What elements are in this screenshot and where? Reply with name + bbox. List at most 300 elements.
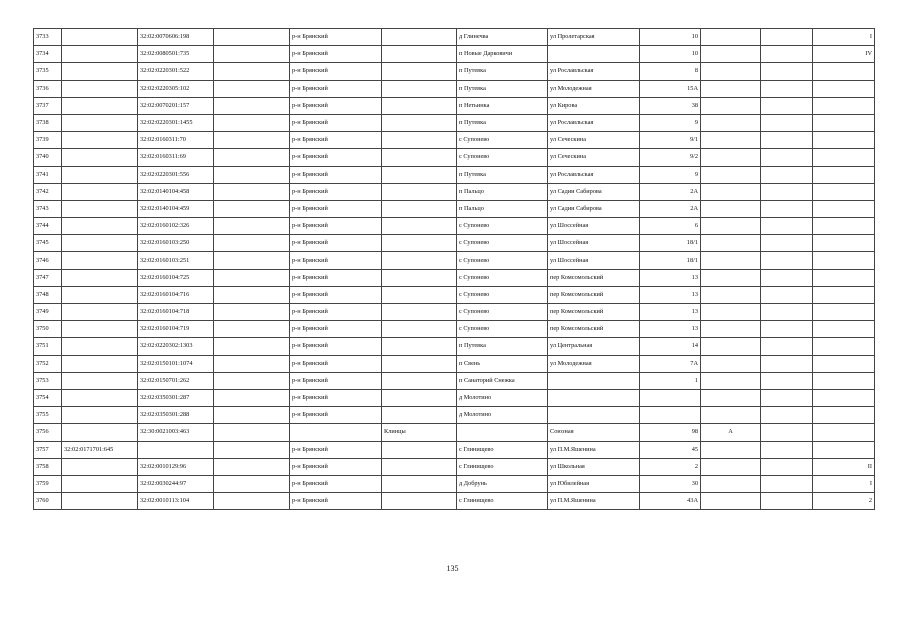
settlement-cell: с Супонево (457, 304, 548, 321)
house-number-cell: 13 (640, 321, 701, 338)
cadastral-number-alt-cell (62, 304, 138, 321)
cadastral-number-cell: 32:02:0160103:250 (138, 235, 214, 252)
record-number-cell: 3755 (34, 407, 62, 424)
house-number-cell: 13 (640, 269, 701, 286)
cadastral-number-cell: 32:02:0140104:459 (138, 200, 214, 217)
cadastral-number-alt-cell (62, 166, 138, 183)
city-cell (382, 235, 457, 252)
table-row (34, 269, 875, 286)
table-row (34, 114, 875, 131)
building-letter-cell (701, 63, 761, 80)
street-cell: Союзная (548, 424, 640, 441)
house-number-cell: 30 (640, 475, 701, 492)
district-cell: р-н Брянский (290, 63, 382, 80)
category-cell (813, 63, 875, 80)
category-cell (813, 218, 875, 235)
empty-cell-2 (761, 218, 813, 235)
record-number-cell: 3743 (34, 200, 62, 217)
district-cell: р-н Брянский (290, 97, 382, 114)
building-letter-cell (701, 80, 761, 97)
settlement-cell: с Глинищево (457, 441, 548, 458)
settlement-cell: п Путевка (457, 166, 548, 183)
cadastral-number-alt-cell (62, 458, 138, 475)
house-number-cell: 9/1 (640, 132, 701, 149)
category-cell (813, 355, 875, 372)
cadastral-number-cell: 32:02:0160102:326 (138, 218, 214, 235)
house-number-cell: 18/1 (640, 252, 701, 269)
record-number-cell: 3750 (34, 321, 62, 338)
empty-cell-2 (761, 475, 813, 492)
registry-table (33, 28, 875, 510)
cadastral-number-alt-cell (62, 372, 138, 389)
building-letter-cell (701, 269, 761, 286)
empty-cell-2 (761, 269, 813, 286)
table-row (34, 304, 875, 321)
table-row (34, 286, 875, 303)
street-cell (548, 46, 640, 63)
category-cell (813, 235, 875, 252)
street-cell: ул Садии Сабирова (548, 200, 640, 217)
settlement-cell: д Молотино (457, 407, 548, 424)
city-cell (382, 269, 457, 286)
building-letter-cell (701, 218, 761, 235)
city-cell (382, 29, 457, 46)
empty-cell (214, 252, 290, 269)
empty-cell (214, 304, 290, 321)
cadastral-number-alt-cell (62, 493, 138, 510)
empty-cell-2 (761, 321, 813, 338)
city-cell (382, 46, 457, 63)
street-cell (548, 389, 640, 406)
empty-cell (214, 63, 290, 80)
house-number-cell: 18/1 (640, 235, 701, 252)
cadastral-number-cell: 32:02:0150101:1074 (138, 355, 214, 372)
district-cell: р-н Брянский (290, 441, 382, 458)
empty-cell-2 (761, 252, 813, 269)
settlement-cell: с Супонево (457, 321, 548, 338)
district-cell: р-н Брянский (290, 166, 382, 183)
empty-cell-2 (761, 132, 813, 149)
building-letter-cell (701, 200, 761, 217)
table-row (34, 441, 875, 458)
category-cell: I (813, 29, 875, 46)
empty-cell-2 (761, 338, 813, 355)
city-cell (382, 80, 457, 97)
city-cell (382, 441, 457, 458)
city-cell (382, 132, 457, 149)
cadastral-number-alt-cell (62, 132, 138, 149)
building-letter-cell (701, 166, 761, 183)
building-letter-cell (701, 304, 761, 321)
district-cell: р-н Брянский (290, 218, 382, 235)
category-cell: IV (813, 46, 875, 63)
record-number-cell: 3748 (34, 286, 62, 303)
category-cell (813, 321, 875, 338)
district-cell: р-н Брянский (290, 80, 382, 97)
category-cell (813, 372, 875, 389)
category-cell: 2 (813, 493, 875, 510)
table-row (34, 252, 875, 269)
cadastral-number-alt-cell (62, 80, 138, 97)
district-cell: р-н Брянский (290, 114, 382, 131)
house-number-cell: 9/2 (640, 149, 701, 166)
city-cell (382, 493, 457, 510)
empty-cell (214, 407, 290, 424)
record-number-cell: 3760 (34, 493, 62, 510)
table-row (34, 46, 875, 63)
district-cell: р-н Брянский (290, 338, 382, 355)
cadastral-number-alt-cell (62, 252, 138, 269)
building-letter-cell (701, 441, 761, 458)
table-row (34, 355, 875, 372)
empty-cell (214, 372, 290, 389)
empty-cell (214, 424, 290, 441)
table-row (34, 424, 875, 441)
settlement-cell: п Путевка (457, 80, 548, 97)
cadastral-number-alt-cell (62, 286, 138, 303)
cadastral-number-alt-cell (62, 114, 138, 131)
empty-cell (214, 475, 290, 492)
category-cell (813, 389, 875, 406)
house-number-cell (640, 389, 701, 406)
settlement-cell: п Санаторий Снежка (457, 372, 548, 389)
table-row (34, 132, 875, 149)
street-cell: ул Молодежная (548, 80, 640, 97)
cadastral-number-cell: 32:02:0160104:718 (138, 304, 214, 321)
cadastral-number-alt-cell (62, 97, 138, 114)
empty-cell (214, 235, 290, 252)
building-letter-cell (701, 286, 761, 303)
empty-cell (214, 114, 290, 131)
settlement-cell: п Пальцо (457, 183, 548, 200)
cadastral-number-alt-cell: 32:02:0171701:645 (62, 441, 138, 458)
cadastral-number-alt-cell (62, 63, 138, 80)
cadastral-number-cell: 32:02:0030244:97 (138, 475, 214, 492)
cadastral-number-alt-cell (62, 149, 138, 166)
district-cell: р-н Брянский (290, 475, 382, 492)
empty-cell (214, 493, 290, 510)
empty-cell (214, 389, 290, 406)
cadastral-number-alt-cell (62, 200, 138, 217)
empty-cell-2 (761, 424, 813, 441)
empty-cell-2 (761, 46, 813, 63)
empty-cell-2 (761, 355, 813, 372)
record-number-cell: 3738 (34, 114, 62, 131)
record-number-cell: 3737 (34, 97, 62, 114)
street-cell: ул П.М.Яшенина (548, 441, 640, 458)
category-cell (813, 80, 875, 97)
record-number-cell: 3736 (34, 80, 62, 97)
cadastral-number-cell: 32:02:0220302:1303 (138, 338, 214, 355)
house-number-cell: 45 (640, 441, 701, 458)
district-cell: р-н Брянский (290, 183, 382, 200)
settlement-cell: с Супонево (457, 149, 548, 166)
street-cell (548, 407, 640, 424)
cadastral-number-cell: 32:02:0160104:719 (138, 321, 214, 338)
city-cell (382, 458, 457, 475)
district-cell: р-н Брянский (290, 321, 382, 338)
settlement-cell: с Супонево (457, 132, 548, 149)
category-cell (813, 149, 875, 166)
house-number-cell: 13 (640, 304, 701, 321)
building-letter-cell (701, 29, 761, 46)
street-cell: ул Садии Сабирова (548, 183, 640, 200)
district-cell: р-н Брянский (290, 355, 382, 372)
category-cell (813, 166, 875, 183)
record-number-cell: 3741 (34, 166, 62, 183)
cadastral-number-cell: 32:02:0150701:262 (138, 372, 214, 389)
settlement-cell: п Путевка (457, 114, 548, 131)
category-cell (813, 183, 875, 200)
settlement-cell: с Глинищево (457, 458, 548, 475)
record-number-cell: 3757 (34, 441, 62, 458)
district-cell: р-н Брянский (290, 407, 382, 424)
category-cell (813, 114, 875, 131)
building-letter-cell (701, 183, 761, 200)
district-cell: р-н Брянский (290, 46, 382, 63)
city-cell (382, 286, 457, 303)
cadastral-number-cell: 32:02:0010129:96 (138, 458, 214, 475)
city-cell (382, 166, 457, 183)
cadastral-number-cell: 32:02:0350301:288 (138, 407, 214, 424)
table-row (34, 321, 875, 338)
category-cell (813, 97, 875, 114)
settlement-cell: д Добрунь (457, 475, 548, 492)
empty-cell-2 (761, 183, 813, 200)
empty-cell (214, 97, 290, 114)
street-cell: пер Комсомольский (548, 286, 640, 303)
category-cell (813, 252, 875, 269)
empty-cell-2 (761, 372, 813, 389)
city-cell (382, 389, 457, 406)
cadastral-number-cell: 32:02:0350301:287 (138, 389, 214, 406)
record-number-cell: 3758 (34, 458, 62, 475)
table-row (34, 372, 875, 389)
house-number-cell: 1 (640, 372, 701, 389)
house-number-cell: 98 (640, 424, 701, 441)
city-cell (382, 252, 457, 269)
empty-cell (214, 269, 290, 286)
street-cell (548, 372, 640, 389)
record-number-cell: 3744 (34, 218, 62, 235)
street-cell: ул Школьная (548, 458, 640, 475)
house-number-cell: 10 (640, 46, 701, 63)
empty-cell (214, 29, 290, 46)
house-number-cell: 13 (640, 286, 701, 303)
table-row (34, 183, 875, 200)
cadastral-number-alt-cell (62, 389, 138, 406)
district-cell: р-н Брянский (290, 286, 382, 303)
record-number-cell: 3756 (34, 424, 62, 441)
cadastral-number-alt-cell (62, 46, 138, 63)
record-number-cell: 3733 (34, 29, 62, 46)
table-row (34, 235, 875, 252)
settlement-cell: п Путевка (457, 338, 548, 355)
city-cell (382, 372, 457, 389)
table-row (34, 475, 875, 492)
category-cell (813, 338, 875, 355)
building-letter-cell (701, 46, 761, 63)
empty-cell (214, 166, 290, 183)
table-row (34, 458, 875, 475)
house-number-cell: 6 (640, 218, 701, 235)
cadastral-number-alt-cell (62, 29, 138, 46)
building-letter-cell (701, 235, 761, 252)
cadastral-number-cell: 32:02:0070606:198 (138, 29, 214, 46)
street-cell: ул П.М.Яшенина (548, 493, 640, 510)
cadastral-number-alt-cell (62, 269, 138, 286)
category-cell (813, 200, 875, 217)
empty-cell-2 (761, 149, 813, 166)
category-cell (813, 407, 875, 424)
record-number-cell: 3739 (34, 132, 62, 149)
street-cell: ул Шоссейная (548, 218, 640, 235)
table-row (34, 389, 875, 406)
settlement-cell: п Путевка (457, 63, 548, 80)
cadastral-number-cell: 32:02:0010113:104 (138, 493, 214, 510)
empty-cell (214, 183, 290, 200)
empty-cell-2 (761, 235, 813, 252)
empty-cell-2 (761, 114, 813, 131)
street-cell: ул Шоссейная (548, 252, 640, 269)
building-letter-cell (701, 458, 761, 475)
building-letter-cell (701, 338, 761, 355)
city-cell (382, 475, 457, 492)
empty-cell (214, 218, 290, 235)
table-row (34, 218, 875, 235)
house-number-cell (640, 407, 701, 424)
settlement-cell: с Супонево (457, 235, 548, 252)
record-number-cell: 3759 (34, 475, 62, 492)
record-number-cell: 3734 (34, 46, 62, 63)
cadastral-number-cell (138, 441, 214, 458)
cadastral-number-cell: 32:02:0080501:735 (138, 46, 214, 63)
building-letter-cell (701, 97, 761, 114)
house-number-cell: 2А (640, 200, 701, 217)
table-row (34, 407, 875, 424)
cadastral-number-alt-cell (62, 321, 138, 338)
empty-cell-2 (761, 200, 813, 217)
building-letter-cell (701, 149, 761, 166)
street-cell: ул Рославльская (548, 114, 640, 131)
empty-cell (214, 338, 290, 355)
building-letter-cell: А (701, 424, 761, 441)
empty-cell-2 (761, 389, 813, 406)
record-number-cell: 3753 (34, 372, 62, 389)
city-cell (382, 321, 457, 338)
table-row (34, 200, 875, 217)
settlement-cell (457, 424, 548, 441)
street-cell: пер Комсомольский (548, 269, 640, 286)
empty-cell-2 (761, 63, 813, 80)
table-row (34, 80, 875, 97)
city-cell (382, 63, 457, 80)
empty-cell-2 (761, 80, 813, 97)
cadastral-number-alt-cell (62, 424, 138, 441)
empty-cell (214, 355, 290, 372)
street-cell: ул Пролетарская (548, 29, 640, 46)
house-number-cell: 8 (640, 63, 701, 80)
empty-cell (214, 80, 290, 97)
settlement-cell: п Свень (457, 355, 548, 372)
street-cell: пер Комсомольский (548, 304, 640, 321)
house-number-cell: 15А (640, 80, 701, 97)
table-row (34, 149, 875, 166)
cadastral-number-cell: 32:02:0160104:725 (138, 269, 214, 286)
building-letter-cell (701, 252, 761, 269)
cadastral-number-cell: 32:30:0021003:463 (138, 424, 214, 441)
record-number-cell: 3735 (34, 63, 62, 80)
settlement-cell: п Нетьинка (457, 97, 548, 114)
cadastral-number-alt-cell (62, 183, 138, 200)
district-cell: р-н Брянский (290, 252, 382, 269)
city-cell (382, 149, 457, 166)
street-cell: ул Рославльская (548, 63, 640, 80)
page-number: 135 (446, 564, 459, 573)
category-cell (813, 304, 875, 321)
empty-cell-2 (761, 286, 813, 303)
city-cell (382, 407, 457, 424)
empty-cell-2 (761, 407, 813, 424)
record-number-cell: 3751 (34, 338, 62, 355)
cadastral-number-cell: 32:02:0070201:157 (138, 97, 214, 114)
empty-cell-2 (761, 441, 813, 458)
category-cell (813, 424, 875, 441)
settlement-cell: с Супонево (457, 286, 548, 303)
empty-cell (214, 458, 290, 475)
settlement-cell: с Супонево (457, 252, 548, 269)
house-number-cell: 9 (640, 166, 701, 183)
settlement-cell: п Пальцо (457, 200, 548, 217)
cadastral-number-cell: 32:02:0160103:251 (138, 252, 214, 269)
city-cell (382, 338, 457, 355)
city-cell (382, 304, 457, 321)
building-letter-cell (701, 114, 761, 131)
empty-cell-2 (761, 166, 813, 183)
city-cell (382, 200, 457, 217)
empty-cell (214, 132, 290, 149)
settlement-cell: с Глинищево (457, 493, 548, 510)
record-number-cell: 3754 (34, 389, 62, 406)
house-number-cell: 10 (640, 29, 701, 46)
settlement-cell: д Молотино (457, 389, 548, 406)
building-letter-cell (701, 132, 761, 149)
record-number-cell: 3752 (34, 355, 62, 372)
table-row (34, 63, 875, 80)
category-cell (813, 441, 875, 458)
empty-cell (214, 46, 290, 63)
district-cell: р-н Брянский (290, 372, 382, 389)
table-row (34, 338, 875, 355)
building-letter-cell (701, 493, 761, 510)
city-cell: Клинцы (382, 424, 457, 441)
category-cell: II (813, 458, 875, 475)
category-cell (813, 132, 875, 149)
cadastral-number-cell: 32:02:0220301:522 (138, 63, 214, 80)
building-letter-cell (701, 389, 761, 406)
record-number-cell: 3740 (34, 149, 62, 166)
settlement-cell: п Новые Дарковичи (457, 46, 548, 63)
record-number-cell: 3747 (34, 269, 62, 286)
empty-cell-2 (761, 97, 813, 114)
house-number-cell: 2А (640, 183, 701, 200)
district-cell: р-н Брянский (290, 269, 382, 286)
building-letter-cell (701, 355, 761, 372)
cadastral-number-alt-cell (62, 355, 138, 372)
city-cell (382, 183, 457, 200)
table-row (34, 166, 875, 183)
empty-cell-2 (761, 493, 813, 510)
